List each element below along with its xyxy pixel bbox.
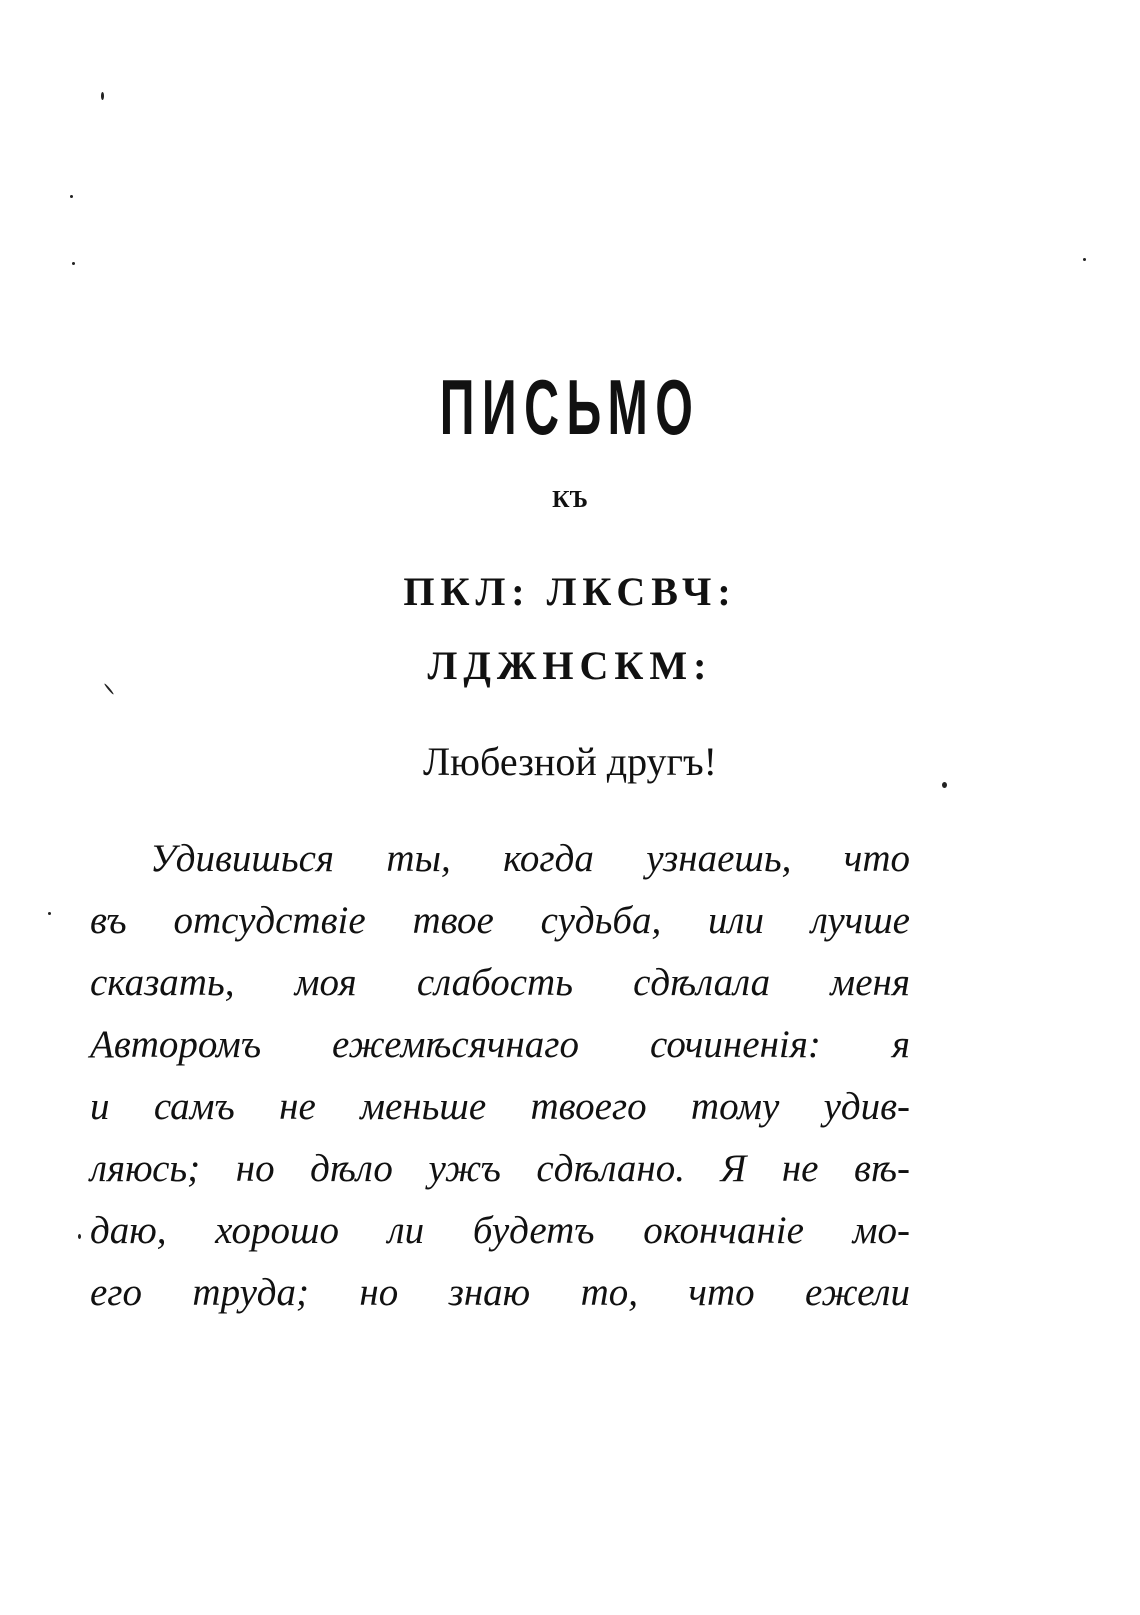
ink-speck	[70, 195, 73, 198]
salutation: Любезной другъ!	[423, 739, 717, 784]
body-line: его труда; но знаю то, что ежели	[90, 1271, 910, 1314]
body-line: Авторомъ ежемѣсячнаго сочиненія: я	[90, 1023, 910, 1066]
to-word: КЪ	[552, 487, 588, 513]
body-line: и самъ не меньше твоего тому удив-	[90, 1085, 910, 1128]
body-line: Удивишься ты, когда узнаешь, что	[150, 837, 910, 880]
body-line: даю, хорошо ли будетъ окончаніе мо-	[90, 1209, 910, 1252]
letter-body	[90, 828, 910, 1324]
body-line: въ отсудствіе твое судьба, или лучше	[90, 899, 910, 942]
body-line: ляюсь; но дѣло ужъ сдѣлано. Я не вѣ-	[90, 1147, 910, 1190]
addressee-line-2: ЛДЖНСКМ:	[427, 643, 713, 688]
ink-speck	[101, 92, 104, 100]
body-line: сказать, моя слабость сдѣлала меня	[90, 961, 910, 1004]
ink-speck	[48, 912, 51, 915]
ink-speck	[78, 1234, 81, 1239]
ink-speck	[942, 782, 947, 788]
ink-speck	[1083, 258, 1086, 261]
page-title: ПИСЬМО	[439, 363, 701, 451]
ink-speck	[72, 262, 75, 265]
addressee-line-1: ПКЛ: ЛКСВЧ:	[403, 569, 737, 614]
